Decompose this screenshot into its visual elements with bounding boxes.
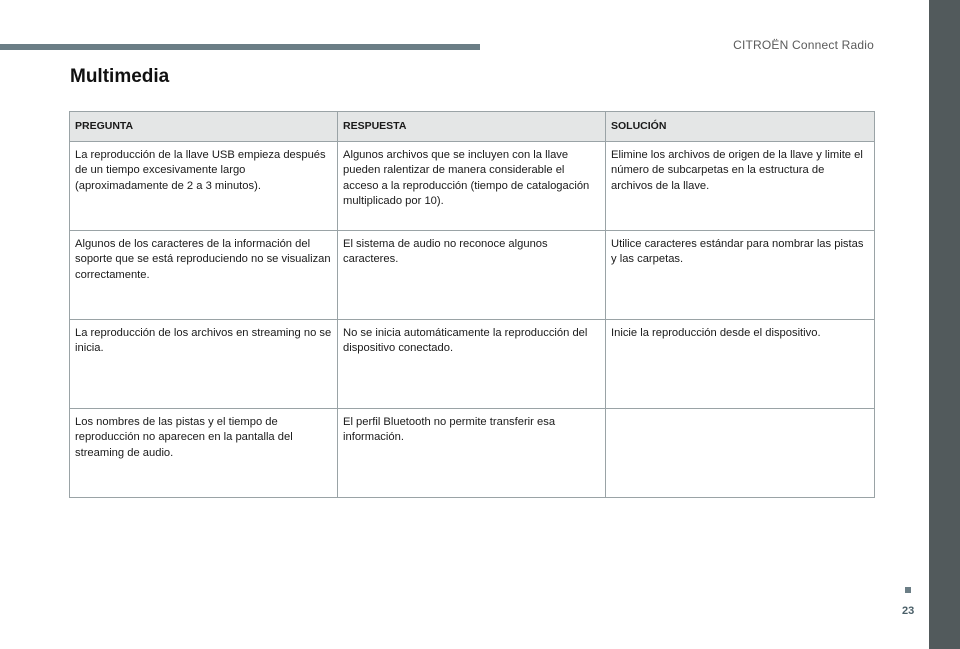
solution-cell [606, 408, 875, 497]
question-cell: Los nombres de las pistas y el tiempo de reproducción no aparecen en la pantalla del streaming de audio. [70, 408, 338, 497]
answer-cell: No se inicia automáticamente la reproducción del dispositivo conectado. [338, 319, 606, 408]
column-header-solution: SOLUCIÓN [606, 112, 875, 142]
solution-cell: Utilice caracteres estándar para nombrar las pistas y las carpetas. [606, 230, 875, 319]
solution-cell: Inicie la reproducción desde el dispositivo. [606, 319, 875, 408]
table-row [70, 230, 875, 319]
question-cell: La reproducción de los archivos en streaming no se inicia. [70, 319, 338, 408]
table-row [70, 319, 875, 408]
question-cell: Algunos de los caracteres de la información del soporte que se está reproduciendo no se visualizan correctamente. [70, 230, 338, 319]
table-row [70, 408, 875, 497]
section-end-marker [905, 587, 911, 593]
answer-cell: El perfil Bluetooth no permite transferir esa información. [338, 408, 606, 497]
page-number: 23 [902, 605, 915, 617]
table-header-row [70, 112, 875, 142]
answer-cell: Algunos archivos que se incluyen con la llave pueden ralentizar de manera considerable el acceso a la reproducción (tiempo de catalogación multiplicado por 10). [338, 141, 606, 230]
side-band [929, 0, 960, 649]
header-rule [0, 44, 480, 50]
column-header-answer: RESPUESTA [338, 112, 606, 142]
question-cell: La reproducción de la llave USB empieza después de un tiempo excesivamente largo (aproximadamente de 2 a 3 minutos). [70, 141, 338, 230]
answer-cell: El sistema de audio no reconoce algunos caracteres. [338, 230, 606, 319]
table-row [70, 141, 875, 230]
page-title: Multimedia [70, 66, 170, 87]
faq-table [69, 111, 875, 498]
header-brand: CITROËN Connect Radio [733, 38, 874, 52]
solution-cell: Elimine los archivos de origen de la llave y limite el número de subcarpetas en la estructura de archivos de la llave. [606, 141, 875, 230]
column-header-question: PREGUNTA [70, 112, 338, 142]
